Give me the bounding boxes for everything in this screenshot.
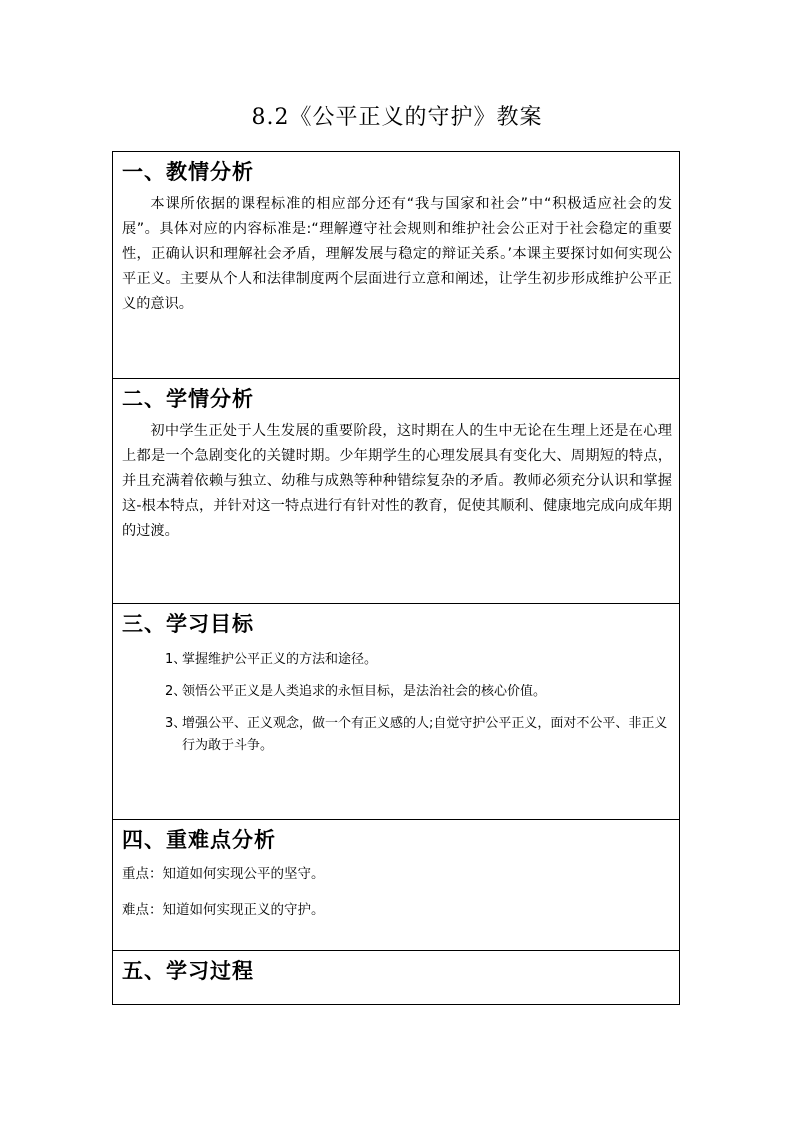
objective-text: 增强公平、正义观念，做一个有正义感的人;自觉守护公平正义，面对不公平、非正义行为敢于斗争。 — [182, 716, 668, 753]
objective-number: 3、 — [165, 716, 187, 731]
section-heading: 一、教情分析 — [122, 160, 254, 184]
section-key-difficult-points — [113, 819, 679, 950]
section-learning-objectives — [113, 603, 679, 819]
objectives-list — [122, 649, 672, 757]
difficult-point-text: 难点：知道如何实现正义的守护。 — [122, 902, 325, 918]
document-title: 8.2《公平正义的守护》教案 — [251, 105, 543, 130]
objective-text: 领悟公平正义是人类追求的永恒目标，是法治社会的核心价值。 — [182, 684, 547, 699]
section-heading: 二、学情分析 — [122, 387, 254, 411]
section-heading: 三、学习目标 — [122, 612, 254, 636]
objective-item — [122, 681, 672, 703]
section-heading: 四、重难点分析 — [122, 828, 276, 852]
objective-number: 1、 — [165, 652, 187, 667]
section-body: 初中学生正处于人生发展的重要阶段，这时期在人的生中无论在生理上还是在心理上都是一个急剧变化的关键时期。少年期学生的心理发展具有变化大、周期短的特点，并且充满着依赖与独立、幼稚与成熟等种种错综复杂的矛盾。教师必须充分认识和掌握这-根本特点，并针对这一特点进行有针对性的教育，促使其顺利、健康地完成向成年期的过渡。 — [122, 423, 672, 539]
lesson-plan-table — [112, 151, 680, 1005]
section-learner-analysis — [113, 378, 679, 603]
objective-item — [122, 649, 672, 671]
objective-item — [122, 713, 672, 757]
objective-number: 2、 — [165, 684, 187, 699]
section-learning-process — [113, 950, 679, 1004]
section-teaching-analysis — [113, 152, 679, 378]
objective-text: 掌握维护公平正义的方法和途径。 — [182, 652, 378, 667]
section-heading: 五、学习过程 — [122, 959, 254, 983]
section-body: 本课所依据的课程标准的相应部分还有“我与国家和社会”中“积极适应社会的发展”。具体对应的内容标准是:“理解遵守社会规则和维护社会公正对于社会稳定的重要性，正确认识和理解社会矛盾，理解发展与稳定的辩证关系。’本课主要探讨如何实现公平正义。主要从个人和法律制度两个层面进行立意和阐述，让学生初步形成维护公平正义的意识。 — [122, 196, 672, 312]
key-point-text: 重点：知道如何实现公平的坚守。 — [122, 866, 325, 882]
